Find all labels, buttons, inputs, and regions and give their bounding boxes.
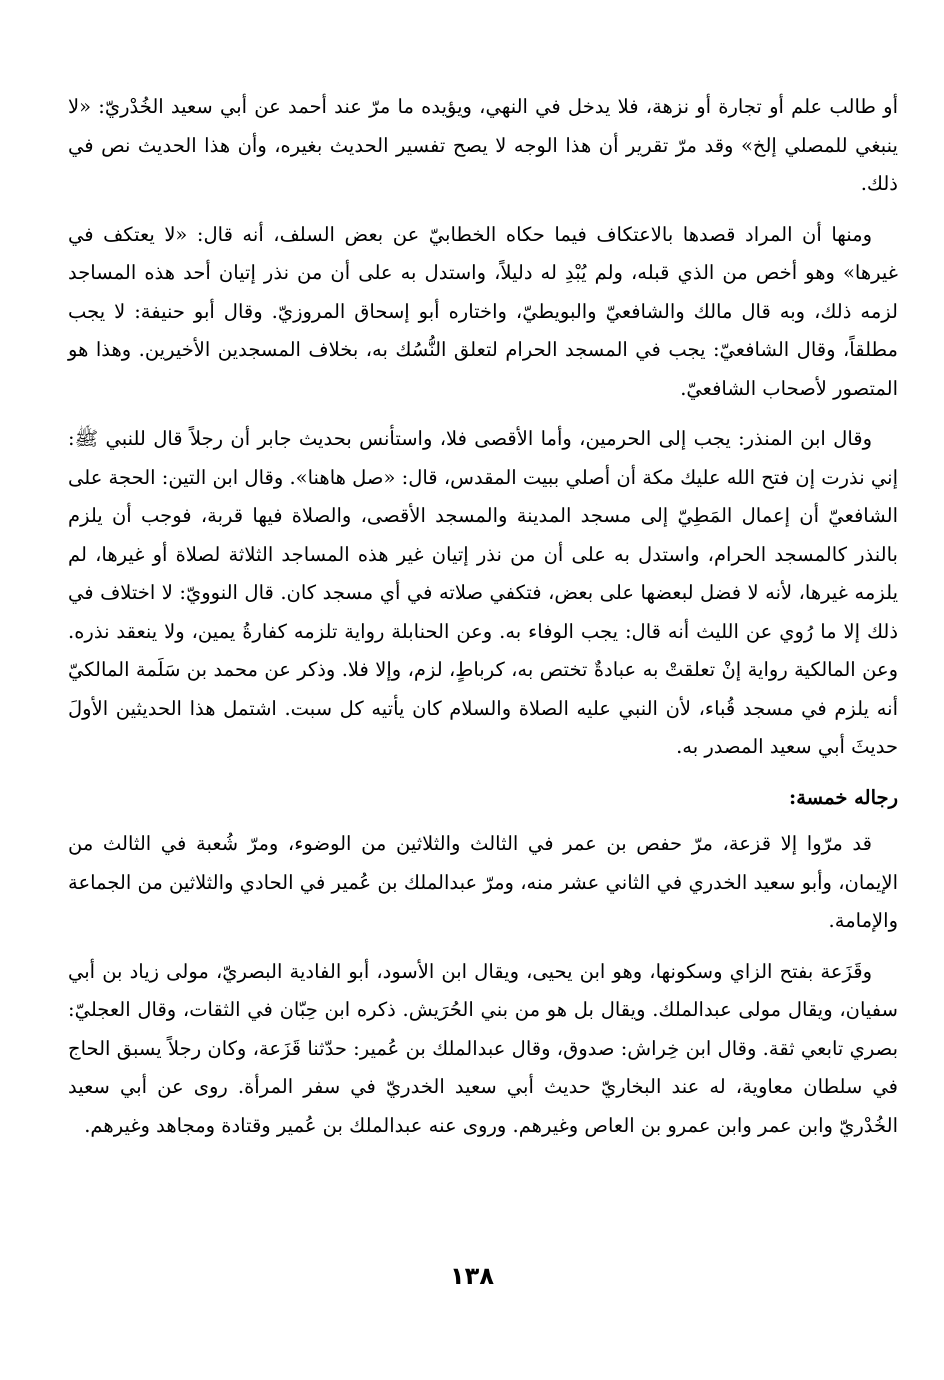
paragraph: ومنها أن المراد قصدها بالاعتكاف فيما حكاه الخطابيّ عن بعض السلف، أنه قال: «لا يعتكف في غيرها» وهو أخص من الذي قبله، ولم يُبْدِ له دليلاً، واستدل به على أن من نذر إتيان أحد هذه المساجد لزمه ذلك، وبه قال مالك والشافعيّ والبويطيّ، واختاره أبو إسحاق المروزيّ. وقال أبو حنيفة: لا يجب مطلقاً، وقال الشافعيّ: يجب في المسجد الحرام لتعلق النُّسُك به، بخلاف المسجدين الأخيرين. وهذا هو المتصور لأصحاب الشافعيّ. xyxy=(68,222,898,400)
paragraph: وقال ابن المنذر: يجب إلى الحرمين، وأما الأقصى فلا، واستأنس بحديث جابر أن رجلاً قال للنبي ﷺ: إني نذرت إن فتح الله عليك مكة أن أصلي ببيت المقدس، قال: «صل هاهنا». وقال ابن التين: الحجة على الشافعيّ أن إعمال المَطِيّ إلى مسجد المدينة والمسجد الأقصى، والصلاة فيها قربة، فوجب أن يلزم بالنذر كالمسجد الحرام، واستدل به على أن من نذر إتيان غير هذه المساجد الثلاثة لصلاة أو غيرها، لم يلزمه غيرها، لأنه لا فضل لبعضها على بعض، فتكفي صلاته في أي مسجد كان. قال النوويّ: لا اختلاف في ذلك إلا ما رُوي عن الليث أنه قال: يجب الوفاء به. وعن الحنابلة رواية تلزمه كفارةُ يمين، ولا ينعقد نذره. وعن المالكية رواية إنْ تعلقتْ به عبادةٌ تختص به، كرباطٍ، لزم، وإلا فلا. وذكر عن محمد بن سَلَمة المالكيّ أنه يلزم في مسجد قُباء، لأن النبي عليه الصلاة والسلام كان يأتيه كل سبت. اشتمل هذا الحديثين الأولَ حديثَ أبي سعيد المصدر به. xyxy=(68,427,898,758)
paragraph: أو طالب علم أو تجارة أو نزهة، فلا يدخل في النهي، ويؤيده ما مرّ عند أحمد عن أبي سعيد الخُدْريّ: «لا ينبغي للمصلي إلخ» وقد مرّ تقرير أن هذا الوجه لا يصح تفسير الحديث بغيره، وأن هذا الحديث نص في ذلك. xyxy=(68,95,898,195)
page-body xyxy=(68,88,898,1157)
paragraph: قد مرّوا إلا قزعة، مرّ حفص بن عمر في الثالث والثلاثين من الوضوء، ومرّ شُعبة في الثالث من الإيمان، وأبو سعيد الخدري في الثاني عشر منه، ومرّ عبدالملك بن عُمير في الحادي والثلاثين من الجماعة والإمامة. xyxy=(68,832,898,932)
paragraph: وقَزَعة بفتح الزاي وسكونها، وهو ابن يحيى، ويقال ابن الأسود، أبو الفادية البصريّ، مولى زياد بن أبي سفيان، ويقال مولى عبدالملك. ويقال بل هو من بني الحُرَيش. ذكره ابن حِبّان في الثقات، وقال العجليّ: بصري تابعي ثقة. وقال ابن خِراش: صدوق، وقال عبدالملك بن عُمير: حدّثنا قَزَعة، وكان رجلاً يسبق الحاج في سلطان معاوية، له عند البخاريّ حديث أبي سعيد الخدريّ في سفر المرأة. روى عن أبي سعيد الخُدْريّ وابن عمر وابن عمرو بن العاص وغيرهم. وروى عنه عبدالملك بن عُمير وقتادة ومجاهد وغيرهم. xyxy=(68,959,898,1137)
section-heading: رجاله خمسة: xyxy=(789,785,898,809)
page-number: ١٣٨ xyxy=(450,1262,494,1290)
